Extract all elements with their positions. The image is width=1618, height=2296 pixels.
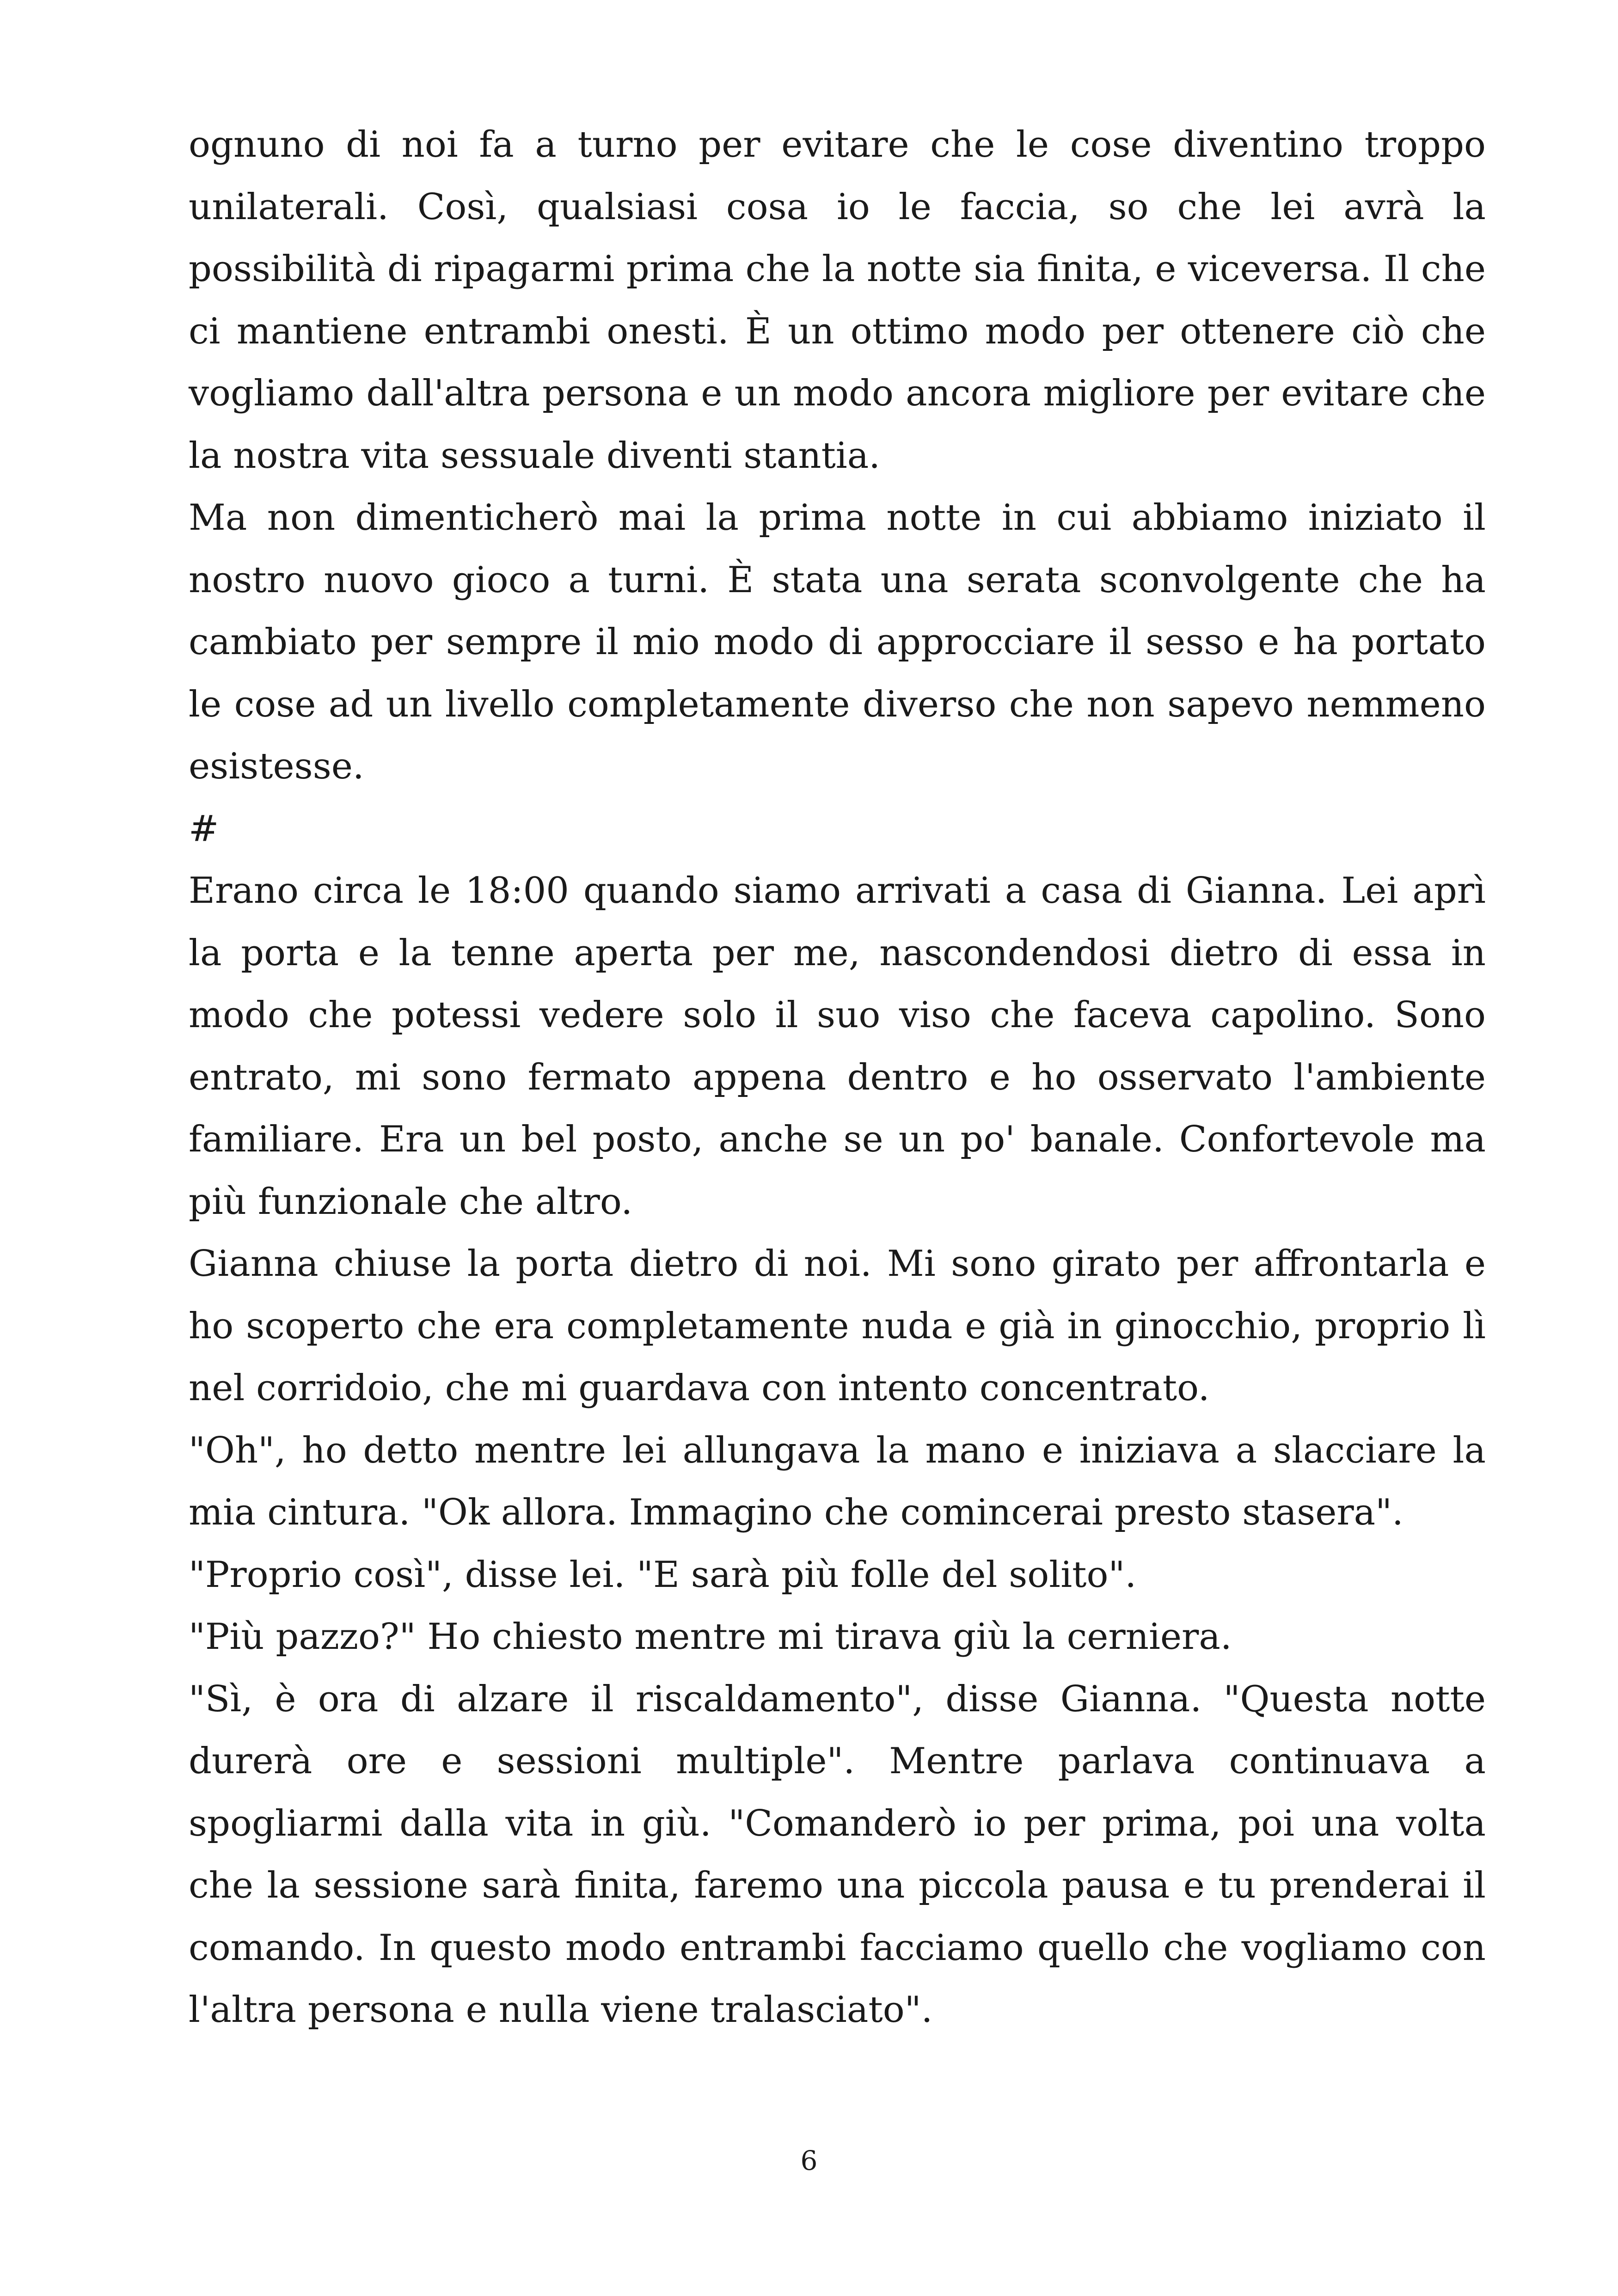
paragraph-8: "Sì, è ora di alzare il riscaldamento", disse Gianna. "Questa notte durerà ore e sessioni multiple". Mentre parlava continuava a spogliarmi dalla vita in giù. "Comanderò io per prima, poi una volta che la sessione sarà finita, faremo una piccola pausa e tu prenderai il comando. In questo modo entrambi facciamo quello che vogliamo con l'altra persona e nulla viene tralasciato".	[189, 1678, 1486, 2031]
paragraph-5: "Oh", ho detto mentre lei allungava la mano e iniziava a slacciare la mia cintura. "Ok allora. Immagino che comincerai presto stasera".	[189, 1429, 1486, 1533]
paragraph-1: ognuno di noi fa a turno per evitare che le cose diventino troppo unilaterali. Così, qualsiasi cosa io le faccia, so che lei avrà la possibilità di ripagarmi prima che la notte sia finita, e viceversa. Il che ci mantiene entrambi onesti. È un ottimo modo per ottenere ciò che vogliamo dall'altra persona e un modo ancora migliore per evitare che la nostra vita sessuale diventi stantia.	[189, 124, 1486, 477]
paragraph-4: Gianna chiuse la porta dietro di noi. Mi sono girato per affrontarla e ho scoperto che era completamente nuda e già in ginocchio, proprio lì nel corridoio, che mi guardava con intento concentrato.	[189, 1243, 1486, 1409]
paragraph-6: "Proprio così", disse lei. "E sarà più folle del solito".	[189, 1554, 1137, 1596]
paragraph-3: Erano circa le 18:00 quando siamo arrivati a casa di Gianna. Lei aprì la porta e la tenne aperta per me, nascondendosi dietro di essa in modo che potessi vedere solo il suo viso che faceva capolino. Sono entrato, mi sono fermato appena dentro e ho osservato l'ambiente familiare. Era un bel posto, anche se un po' banale. Confortevole ma più funzionale che altro.	[189, 870, 1486, 1223]
scene-break: #	[189, 808, 219, 850]
body-text	[189, 114, 1486, 2041]
paragraph-7: "Più pazzo?" Ho chiesto mentre mi tirava giù la cerniera.	[189, 1616, 1232, 1658]
paragraph-2: Ma non dimenticherò mai la prima notte in cui abbiamo iniziato il nostro nuovo gioco a turni. È stata una serata sconvolgente che ha cambiato per sempre il mio modo di approcciare il sesso e ha portato le cose ad un livello completamente diverso che non sapevo nemmeno esistesse.	[189, 497, 1486, 787]
page-number: 6	[800, 2145, 818, 2176]
